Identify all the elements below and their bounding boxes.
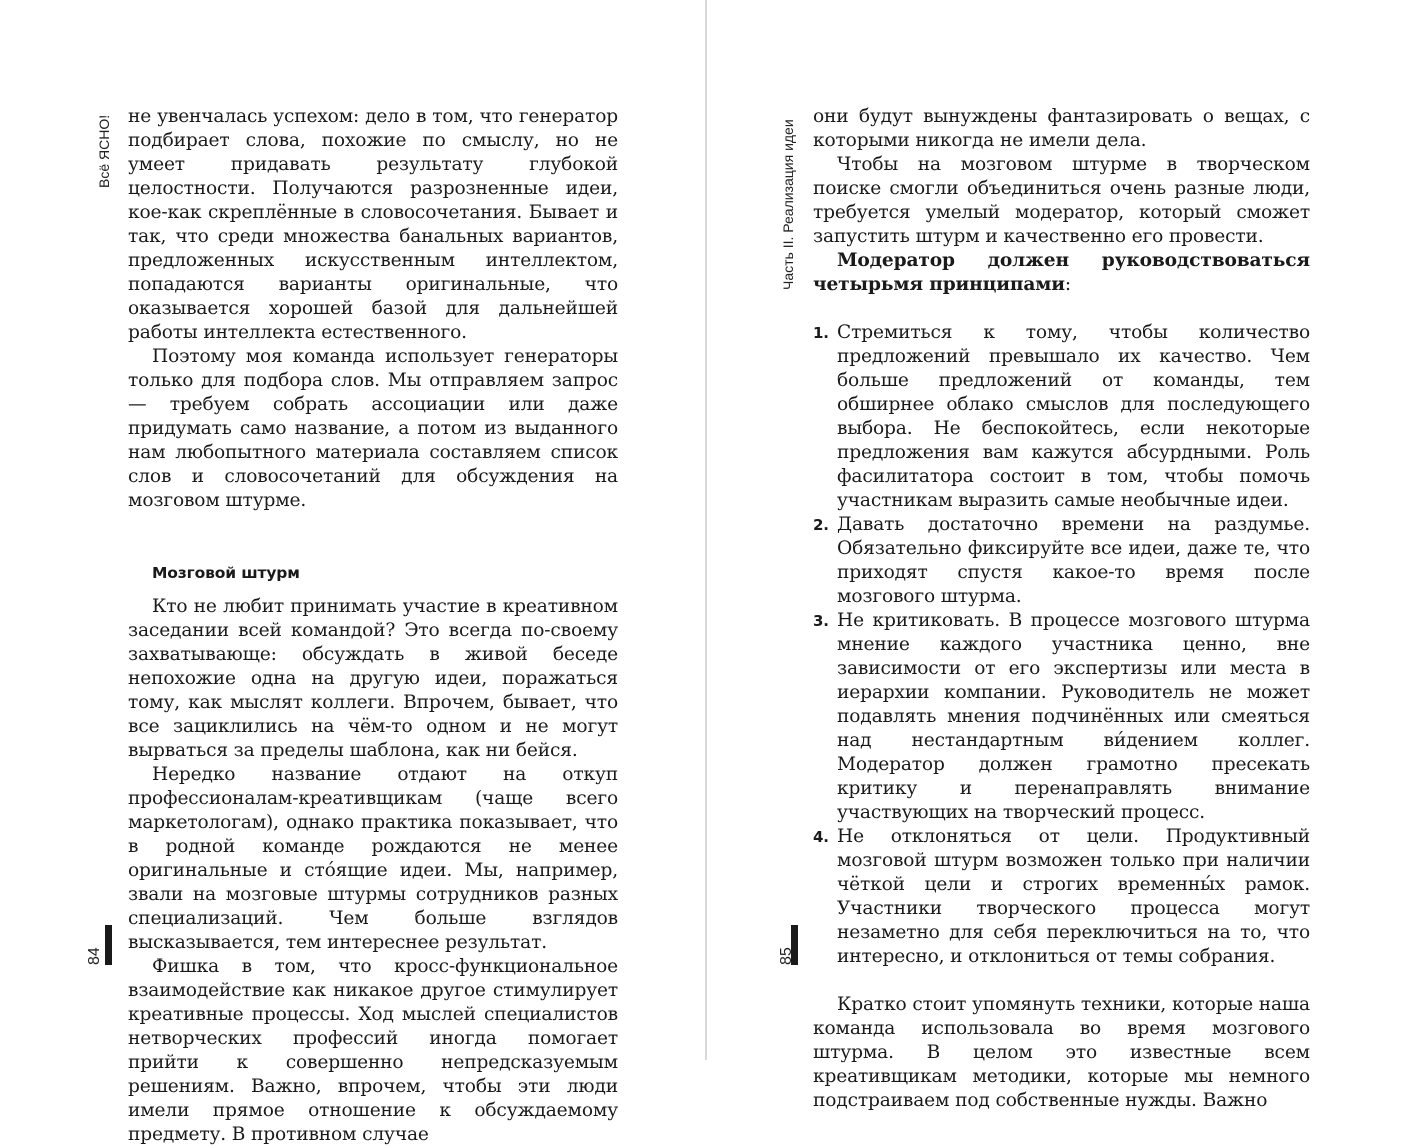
list-number: 4. xyxy=(813,828,829,846)
list-number: 2. xyxy=(813,516,829,534)
list-item-text: Не отклоняться от цели. Продуктивный мозговой штурм возможен только при наличии чёткой цели и строгих временны́х рамок. Участники творческого процесса могут незаметно для себя переключиться на то, что интересно, и отклониться от темы собрания. xyxy=(837,826,1310,967)
paragraph: Чтобы на мозговом штурме в творческом поиске смогли объединиться очень разные люди, требуется умелый модератор, который сможет запустить штурм и качественно его провести. xyxy=(813,154,1310,247)
running-head: Всё ЯСНО! xyxy=(96,114,112,188)
list-number: 3. xyxy=(813,612,829,630)
section-heading: Мозговой штурм xyxy=(152,564,300,582)
lead-colon: : xyxy=(1064,274,1071,295)
list-item-text: Не критиковать. В процессе мозгового штурма мнение каждого участника ценно, вне зависимости от его экспертизы или места в иерархии компании. Руководитель не может подавлять мнения подчинённых или смеяться над нестандартным ви́дением коллег. Модератор должен грамотно пресекать критику и перенаправлять внимание участвующих на творческий процесс. xyxy=(837,610,1310,823)
principles-list xyxy=(813,321,1310,969)
running-head: Часть II. Реализация идеи xyxy=(780,119,796,290)
paragraph: Кто не любит принимать участие в креативном заседании всей командой? Это всегда по-своему захватывающе: обсуждать в живой беседе непохожие одна на другую идеи, поражаться тому, как мыслят коллеги. Впрочем, бывает, что все зациклились на чём-то одном и не могут вырваться за пределы шаблона, как ни бейся. xyxy=(128,596,618,761)
list-item xyxy=(813,825,1310,969)
page-body xyxy=(128,105,618,1147)
page-number: 84 xyxy=(86,947,103,965)
lead-bold-text: Модератор должен руководствоваться четырьмя принципами xyxy=(813,250,1310,295)
list-item xyxy=(813,513,1310,609)
list-item xyxy=(813,609,1310,825)
lead-paragraph xyxy=(813,249,1310,297)
list-item-text: Стремиться к тому, чтобы количество предложений превышало их качество. Чем больше предложений от команды, тем обширнее облако смыслов для последующего выбора. Не беспокойтесь, если некоторые предложения вам кажутся абсурдными. Роль фасилитатора состоит в том, чтобы помочь участникам выразить самые необычные идеи. xyxy=(837,322,1310,511)
paragraph: не увенчалась успехом: дело в том, что генератор подбирает слова, похожие по смыслу, но не умеет придавать результату глубокой целостности. Получаются разрозненные идеи, кое-как скреплённые в словосочетания. Бывает и так, что среди множества банальных вариантов, предложенных искусственным интеллектом, попадаются варианты оригинальные, что оказывается хорошей базой для дальнейшей работы интеллекта естественного. xyxy=(128,106,618,343)
right-page xyxy=(707,0,1410,1111)
paragraph: они будут вынуждены фантазировать о вещах, с которыми никогда не имели дела. xyxy=(813,106,1310,151)
paragraph: Фишка в том, что кросс-функциональное взаимодействие как никакое другое стимулирует креативные процессы. Ход мыслей специалистов нетворческих профессий иногда помогает прийти к совершенно непредсказуемым решениям. Важно, впрочем, чтобы эти люди имели прямое отношение к обсуждаемому предмету. В противном случае xyxy=(128,956,618,1145)
list-item-text: Давать достаточно времени на раздумье. Обязательно фиксируйте все идеи, даже те, что приходят спустя какое-то время после мозгового штурма. xyxy=(837,514,1310,607)
paragraph: Нередко название отдают на откуп профессионалам-креативщикам (чаще всего маркетологам), однако практика показывает, что в родной команде рождаются не менее оригинальные и сто́ящие идеи. Мы, например, звали на мозговые штурмы сотрудников разных специализаций. Чем больше взглядов высказывается, тем интереснее результат. xyxy=(128,764,618,953)
page-body xyxy=(813,105,1310,1113)
paragraph: Поэтому моя команда использует генераторы только для подбора слов. Мы отправляем запрос — требуем собрать ассоциации или даже придумать само название, а потом из выданного нам любопытного материала составляем список слов и словосочетаний для обсуждения на мозговом штурме. xyxy=(128,346,618,511)
list-item xyxy=(813,321,1310,513)
folio-bar xyxy=(105,925,112,965)
left-page xyxy=(0,0,705,1145)
paragraph: Кратко стоит упомянуть техники, которые наша команда использовала во время мозгового штурма. В целом это известные всем креативщикам методики, которые мы немного подстраиваем под собственные нужды. Важно xyxy=(813,994,1310,1111)
page-number: 85 xyxy=(778,947,795,965)
list-number: 1. xyxy=(813,324,829,342)
